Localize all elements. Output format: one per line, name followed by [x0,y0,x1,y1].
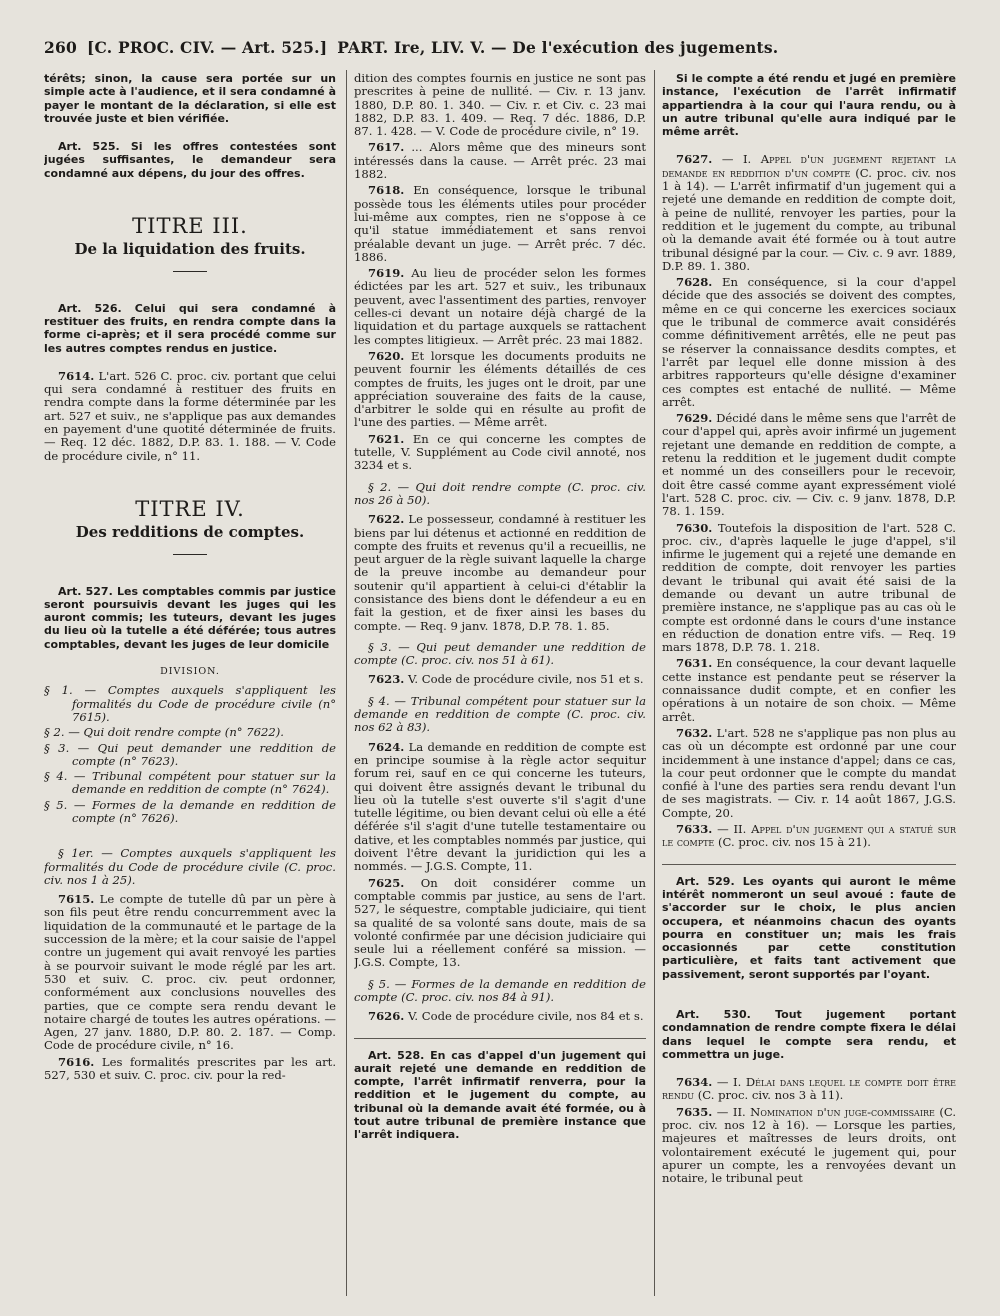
article-528-continued: Si le compte a été rendu et jugé en première instance, l'exécution de l'arrêt infirmatif appartiendra à la cour qui l'aura rendu, ou à un autre tribunal qu'elle aura indiqué par le même arrêt. [662,72,956,139]
note-7624: 7624. La demande en reddition de compte est en principe soumise à la règle actor sequitur forum rei, sauf en ce qui concerne les tuteurs, qui doivent être assignés devant le tribunal du lieu où la tutelle s'est ouverte s'il s'agit d'une tutelle légitime, ou bien devant celui où elle a été déférée s'il s'agit d'une tutelle testamentaire ou dative, et les comptables nommés par justice, qui doivent l'être devant la juridiction qui les a nommés. — J.G.S. Compte, 11. [354,739,646,874]
note-7621: 7621. En ce qui concerne les comptes de tutelle, V. Supplément au Code civil annoté, nos 3234 et s. [354,431,646,473]
division-item: § 2. — Qui doit rendre compte (n° 7622). [44,725,284,740]
article-528: Art. 528. En cas d'appel d'un jugement qui aurait rejeté une demande en reddition de compte, l'arrêt infirmatif renverra, pour la reddition et le jugement du compte, au tribunal où la demande avait été formée, ou à tout autre tribunal de première instance que l'arrêt indiquera. [354,1048,646,1142]
divider [173,554,207,555]
article-529: Art. 529. Les oyants qui auront le même intérêt nommeront un seul avoué : faute de s'accorder sur le choix, le plus ancien occupera, et néanmoins chacun des oyants pourra en constituer un; mais les frais occasionnés par cette constitution particulière, et faits tant activement que passivement, seront supportés par l'oyant. [662,874,956,981]
titre-3-subtitle: De la liquidation des fruits. [74,240,306,259]
titre-4-heading: TITRE IV. [135,496,245,521]
column-3 [662,72,956,1296]
section-1-heading: § 1er. — Comptes auxquels s'appliquent les formalités du Code de procédure civile (C. proc. civ. nos 1 à 25). [44,846,336,887]
note-7620: 7620. Et lorsque les documents produits ne peuvent fournir les éléments détaillés de ces comptes de fruits, les juges ont le droit, par une appréciation souveraine des faits de la cause, d'arbitrer le solde qui en résulte au profit de l'une des parties. — Même arrêt. [354,348,646,430]
note-7618: 7618. En conséquence, lorsque le tribunal possède tous les éléments utiles pour procéder lui-même aux comptes, rien ne s'oppose à ce qu'il statue immédiatement et sans renvoi préalable devant un juge. — Arrêt préc. 7 déc. 1886. [354,183,646,264]
division-item: § 4. — Tribunal compétent pour statuer sur la demande en reddition de compte (n° 7624). [44,769,336,797]
note-7630: 7630. Toutefois la disposition de l'art. 528 C. proc. civ., d'après laquelle le juge d'appel, s'il infirme le jugement qui a rejeté une demande en reddition de compte, doit renvoyer les parties devant le tribunal qui avait été saisi de la demande ou devant un autre tribunal de première instance, ne s'applique pas au cas où le compte est ordonné dans le cours d'une instance en réduction de donation entre vifs. — Req. 19 mars 1878, D.P. 78. 1. 218. [662,520,956,655]
note-7626: 7626. V. Code de procédure civile, nos 84 et s. [368,1009,644,1024]
titre-4-subtitle: Des redditions de comptes. [75,523,305,542]
note-7627: 7627. — I. Appel d'un jugement rejetant la demande en reddition d'un compte (C. proc. civ. nos 1 à 14). — L'arrêt infirmatif d'un jugement qui a rejeté une demande en reddition de compte doit, à peine de nullité, renvoyer les parties, pour la reddition et le jugement du compte, au tribunal où la demande avait été formée ou à tout autre tribunal désigné par la cour. — Civ. c. 9 avr. 1889, D.P. 89. 1. 380. [662,152,956,273]
titre-3-heading: TITRE III. [132,214,248,239]
section-2-heading: § 2. — Qui doit rendre compte (C. proc. civ. nos 26 à 50). [354,479,646,507]
note-7631: 7631. En conséquence, la cour devant laquelle cette instance est pendante peut se réserver la connaissance dudit compte, et en confier les opérations à un notaire de son choix. — Même arrêt. [662,656,956,724]
division-heading: DIVISION. [160,666,220,678]
division-item: § 5. — Formes de la demande en reddition de compte (n° 7626). [44,797,336,825]
division-item: § 3. — Qui peut demander une reddition de compte (n° 7623). [44,740,336,768]
section-3-heading: § 3. — Qui peut demander une reddition de compte (C. proc. civ. nos 51 à 61). [354,639,646,668]
note-7623: 7623. V. Code de procédure civile, nos 51 et s. [368,672,644,687]
note-7628: 7628. En conséquence, si la cour d'appel décide que des associés se doivent des comptes, même en ce qui concerne les exercices sociaux que le tribunal de commerce avait considérés comme définitivement arrêtés, elle ne peut pas se réserver la connaissance desdits comptes, et l'arrêt par lequel elle donne mission à des arbitres rapporteurs qu'elle désigne d'examiner ces comptes est entaché de nullité. — Même arrêt. [662,275,956,409]
section-5-heading: § 5. — Formes de la demande en reddition de compte (C. proc. civ. nos 84 à 91). [354,976,646,1004]
note-7622: 7622. Le possesseur, condamné à restituer les biens par lui détenus et actionné en reddition de compte des fruits et revenus qu'il a recueillis, ne peut arguer de la règle suivant laquelle la charge de la preuve incombe au demandeur pour soutenir qu'il appartient à celui-ci d'établir la consistance des biens dont le défendeur a eu en fait la gestion, et de fixer ainsi les bases du compte. — Req. 9 janv. 1878, D.P. 78. 1. 85. [354,512,646,633]
note-7625: 7625. On doit considérer comme un comptable commis par justice, au sens de l'art. 527, le séquestre, comptable judiciaire, qui tient sa qualité de sa volonté sans doute, mais de sa volonté confirmée par une décision judiciaire qui seule lui a réellement conféré sa mission. — J.G.S. Compte, 13. [354,875,646,970]
divider [354,1038,646,1039]
article-525: Art. 525. Si les offres contestées sont jugées suffisantes, le demandeur sera condamné aux dépens, du jour des offres. [44,140,336,180]
division-item: § 1. — Comptes auxquels s'appliquent les formalités du Code de procédure civile (n° 7615). [44,683,336,724]
note-7619: 7619. Au lieu de procéder selon les formes édictées par les art. 527 et suiv., les tribunaux peuvent, avec l'assentiment des parties, renvoyer celles-ci devant un notaire déjà chargé de la liquidation et du partage auxquels se rattachent les comptes litigieux. — Arrêt préc. 23 mai 1882. [354,266,646,347]
note-7633: 7633. — II. Appel d'un jugement qui a statué sur le compte (C. proc. civ. nos 15 à 21). [662,822,956,850]
note-7629: 7629. Décidé dans le même sens que l'arrêt de cour d'appel qui, après avoir infirmé un jugement rejetant une demande en reddition de compte, a retenu la reddition et le jugement dudit compte et nommé un des conseillers pour le recevoir, doit être cassé comme ayant expressément violé l'art. 528 C. proc. civ. — Civ. c. 9 janv. 1878, D.P. 78. 1. 159. [662,411,956,519]
note-7616-continued: dition des comptes fournis en justice ne sont pas prescrites à peine de nullité. — Civ. r. 13 janv. 1880, D.P. 80. 1. 340. — Civ. r. et Civ. c. 23 mai 1882, D.P. 83. 1. 409. — Req. 7 déc. 1886, D.P. 87. 1. 428. — V. Code de procédure civile, n° 19. [354,72,646,139]
running-header [44,38,960,57]
note-7632: 7632. L'art. 528 ne s'applique pas non plus au cas où un décompte est ordonné par une cour incidemment à une instance d'appel; dans ce cas, la cour peut ordonner que le compte du mandat confié à l'une des parties sera rendu devant l'un de ses magistrats. — Civ. r. 14 août 1867, J.G.S. Compte, 20. [662,725,956,820]
note-7614: 7614. L'art. 526 C. proc. civ. portant que celui qui sera condamné à restituer des fruits en rendra compte dans la forme déterminée par les art. 527 et suiv., ne s'applique pas aux demandes en payement d'une quotité déterminée de fruits. — Req. 12 déc. 1882, D.P. 83. 1. 188. — V. Code de procédure civile, n° 11. [44,368,336,463]
section-4-heading: § 4. — Tribunal compétent pour statuer sur la demande en reddition de compte (C. proc. civ. nos 62 à 83). [354,693,646,735]
note-7635: 7635. — II. Nomination d'un juge-commissaire (C. proc. civ. nos 12 à 16). — Lorsque les parties, majeures et maîtresses de leurs droits, ont volontairement exécuté le jugement qui, pour apurer un compte, les a renvoyées devant un notaire, le tribunal peut [662,1104,956,1186]
page-number: 260 [44,38,77,57]
divider [173,271,207,272]
note-7617: 7617. ... Alors même que des mineurs sont intéressés dans la cause. — Arrêt préc. 23 mai 1882. [354,140,646,182]
header-left: [C. PROC. CIV. — Art. 525.] [86,38,328,57]
note-7634: 7634. — I. Délai dans lequel le compte doit être rendu (C. proc. civ. nos 3 à 11). [662,1075,956,1103]
note-7615: 7615. Le compte de tutelle dû par un père à son fils peut être rendu concurremment avec la liquidation de la communauté et le partage de la succession de la mère; et la cour saisie de l'appel contre un jugement qui avait renvoyé les parties à se pourvoir suivant le mode réglé par les art. 530 et suiv. C. proc. civ. peut ordonner, conformément aux conclusions nouvelles des parties, que ce compte sera rendu devant le notaire chargé de toutes les autres opérations. — Agen, 27 janv. 1880, D.P. 80. 2. 187. — Comp. Code de procédure civile, n° 16. [44,892,336,1053]
note-7616: 7616. Les formalités prescrites par les art. 527, 530 et suiv. C. proc. civ. pour la red- [44,1054,336,1083]
column-2 [354,72,646,1296]
article-530: Art. 530. Tout jugement portant condamnation de rendre compte fixera le délai dans lequel le compte sera rendu, et commettra un juge. [662,1008,956,1061]
article-524-end: térêts; sinon, la cause sera portée sur un simple acte à l'audience, et il sera condamné à payer le montant de la déclaration, si elle est trouvée juste et bien vérifiée. [44,72,336,125]
article-527: Art. 527. Les comptables commis par justice seront poursuivis devant les juges qui les auront commis; les tuteurs, devant les juges du lieu où la tutelle a été déférée; tous autres comptables, devant les juges de leur domicile [44,584,336,651]
header-right: PART. Ire, LIV. V. — De l'exécution des jugements. [337,38,779,57]
column-1 [44,72,336,1296]
column-rule-2 [654,70,655,1296]
divider [662,864,956,865]
column-rule-1 [346,70,347,1296]
article-526: Art. 526. Celui qui sera condamné à restituer des fruits, en rendra compte dans la forme ci-après; et il sera procédé comme sur les autres comptes rendus en justice. [44,301,336,355]
